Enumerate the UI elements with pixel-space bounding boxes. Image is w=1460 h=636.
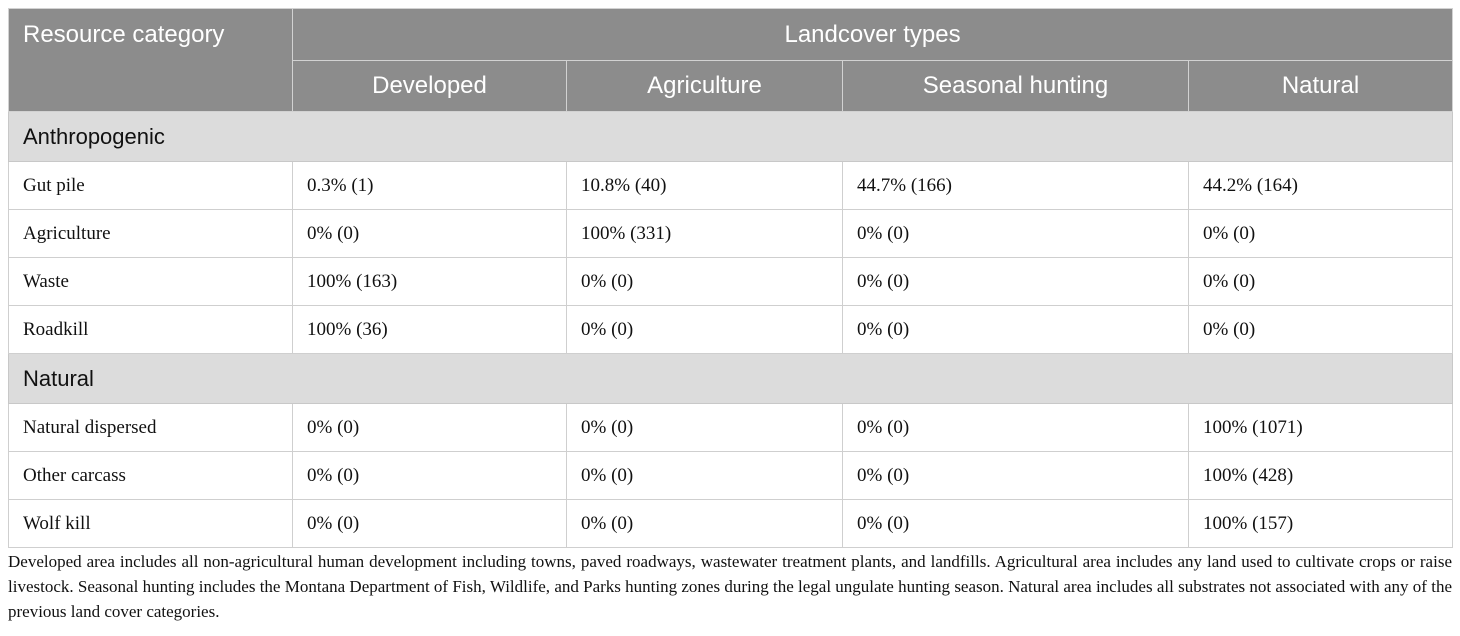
row-label: Other carcass bbox=[9, 452, 293, 500]
section-natural bbox=[9, 354, 1453, 404]
cell-seasonal-hunting: 0% (0) bbox=[843, 452, 1189, 500]
table-row-wolf-kill bbox=[9, 500, 1453, 548]
cell-developed: 0.3% (1) bbox=[293, 162, 567, 210]
cell-agriculture: 0% (0) bbox=[567, 452, 843, 500]
cell-seasonal-hunting: 0% (0) bbox=[843, 258, 1189, 306]
table-row-natural-dispersed bbox=[9, 404, 1453, 452]
row-label: Natural dispersed bbox=[9, 404, 293, 452]
cell-seasonal-hunting: 0% (0) bbox=[843, 500, 1189, 548]
cell-agriculture: 100% (331) bbox=[567, 210, 843, 258]
cell-agriculture: 0% (0) bbox=[567, 306, 843, 354]
cell-natural: 100% (428) bbox=[1189, 452, 1453, 500]
cell-agriculture: 0% (0) bbox=[567, 404, 843, 452]
cell-natural: 0% (0) bbox=[1189, 306, 1453, 354]
cell-agriculture: 0% (0) bbox=[567, 258, 843, 306]
header-natural: Natural bbox=[1189, 61, 1453, 112]
cell-developed: 0% (0) bbox=[293, 500, 567, 548]
cell-natural: 100% (1071) bbox=[1189, 404, 1453, 452]
header-row-top bbox=[9, 9, 1453, 61]
table-row-roadkill bbox=[9, 306, 1453, 354]
header-agriculture: Agriculture bbox=[567, 61, 843, 112]
row-label: Waste bbox=[9, 258, 293, 306]
table-footnote: Developed area includes all non-agricultural human development including towns, paved roadways, wastewater treatment plants, and landfills. Agricultural area includes any land used to cultivate crops or raise livestock. Seasonal hunting includes the Montana Department of Fish, Wildlife, and Parks hunting zones during the legal ungulate hunting season. Natural area includes all substrates not associated with any of the previous land cover categories. bbox=[8, 552, 1452, 621]
table-row-waste bbox=[9, 258, 1453, 306]
header-landcover-types: Landcover types bbox=[293, 9, 1453, 61]
table-row-other-carcass bbox=[9, 452, 1453, 500]
cell-seasonal-hunting: 44.7% (166) bbox=[843, 162, 1189, 210]
row-label: Gut pile bbox=[9, 162, 293, 210]
cell-developed: 0% (0) bbox=[293, 404, 567, 452]
cell-natural: 44.2% (164) bbox=[1189, 162, 1453, 210]
cell-developed: 0% (0) bbox=[293, 452, 567, 500]
cell-natural: 0% (0) bbox=[1189, 258, 1453, 306]
cell-natural: 0% (0) bbox=[1189, 210, 1453, 258]
section-anthropogenic bbox=[9, 112, 1453, 162]
cell-agriculture: 0% (0) bbox=[567, 500, 843, 548]
header-resource-category: Resource category bbox=[9, 9, 293, 112]
cell-developed: 100% (163) bbox=[293, 258, 567, 306]
table-row-gut-pile bbox=[9, 162, 1453, 210]
header-developed: Developed bbox=[293, 61, 567, 112]
landcover-table bbox=[8, 8, 1453, 548]
cell-natural: 100% (157) bbox=[1189, 500, 1453, 548]
header-seasonal-hunting: Seasonal hunting bbox=[843, 61, 1189, 112]
table-row-agriculture bbox=[9, 210, 1453, 258]
row-label: Roadkill bbox=[9, 306, 293, 354]
row-label: Agriculture bbox=[9, 210, 293, 258]
section-label: Anthropogenic bbox=[9, 112, 1453, 162]
row-label: Wolf kill bbox=[9, 500, 293, 548]
cell-developed: 100% (36) bbox=[293, 306, 567, 354]
cell-seasonal-hunting: 0% (0) bbox=[843, 306, 1189, 354]
section-label: Natural bbox=[9, 354, 1453, 404]
cell-agriculture: 10.8% (40) bbox=[567, 162, 843, 210]
table-container bbox=[8, 8, 1452, 624]
cell-developed: 0% (0) bbox=[293, 210, 567, 258]
cell-seasonal-hunting: 0% (0) bbox=[843, 210, 1189, 258]
cell-seasonal-hunting: 0% (0) bbox=[843, 404, 1189, 452]
